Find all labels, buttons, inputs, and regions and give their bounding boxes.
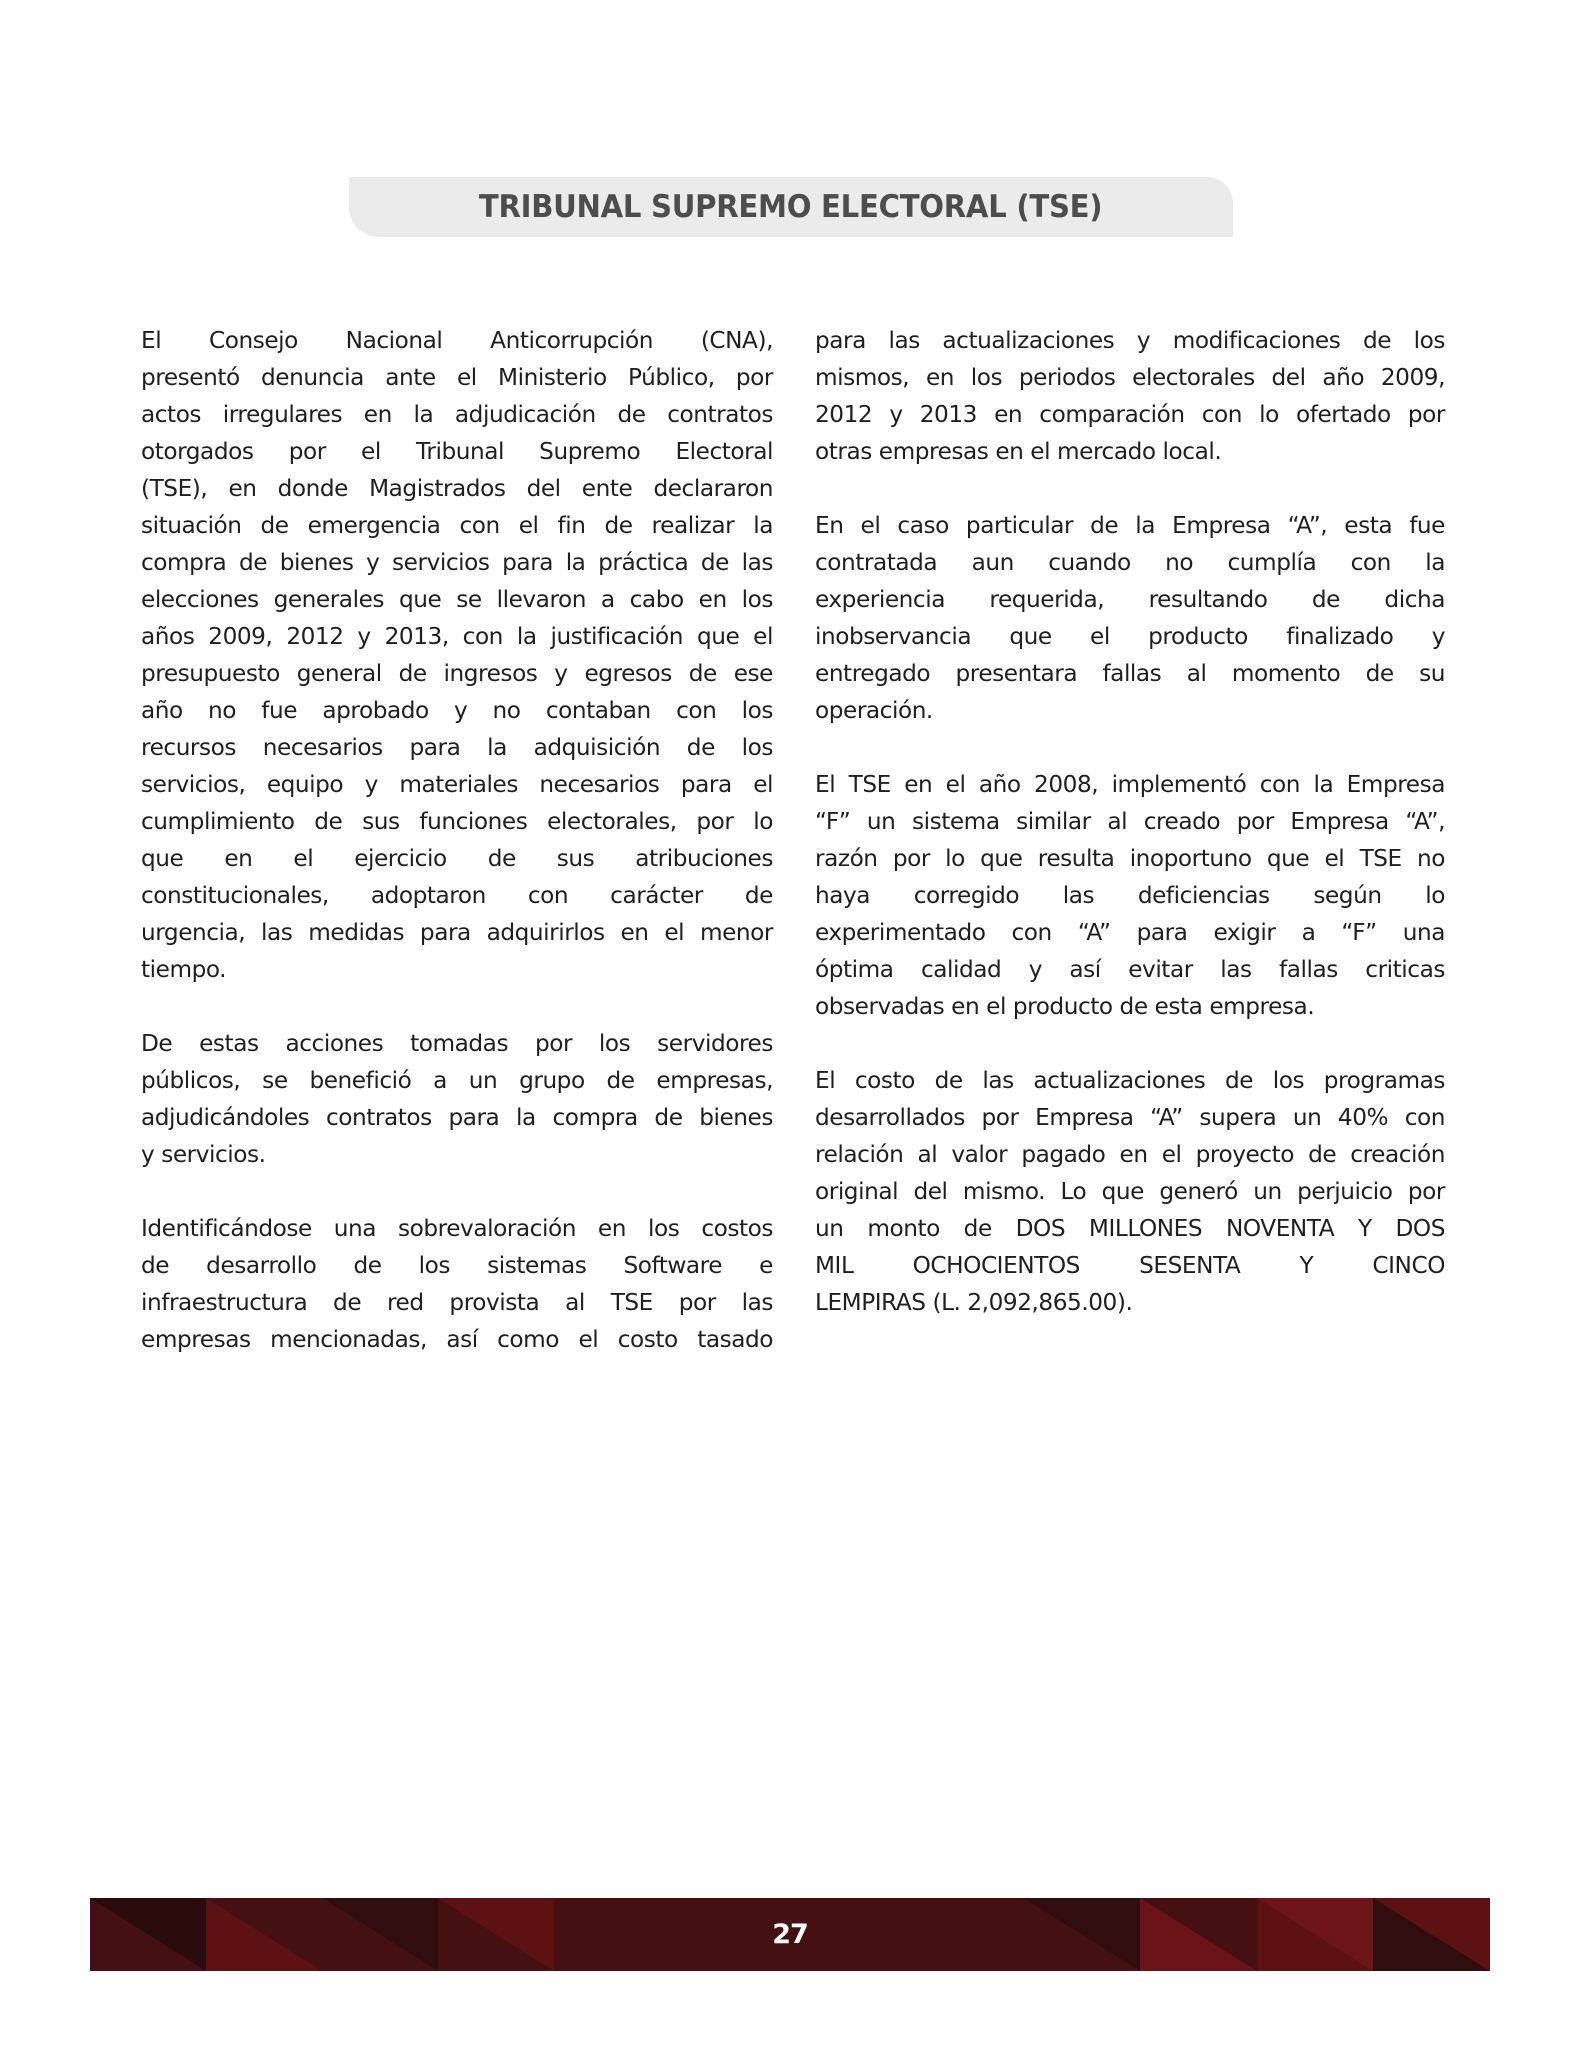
text-line: recursos necesarios para la adquisición de los <box>141 734 773 761</box>
footer-bar <box>90 1898 1490 1971</box>
text-line: inobservancia que el producto finalizado y <box>815 623 1445 650</box>
text-line: MIL OCHOCIENTOS SESENTA Y CINCO <box>815 1252 1445 1279</box>
section-header-banner <box>349 177 1233 237</box>
text-line: observadas en el producto de esta empresa. <box>815 993 1315 1020</box>
text-line: LEMPIRAS (L. 2,092,865.00). <box>815 1289 1133 1316</box>
text-line: que en el ejercicio de sus atribuciones <box>141 845 773 872</box>
paragraph-cna-denuncia <box>141 322 773 988</box>
text-line: (TSE), en donde Magistrados del ente declararon <box>141 475 773 502</box>
text-line: relación al valor pagado en el proyecto de creación <box>815 1141 1445 1168</box>
text-line: óptima calidad y así evitar las fallas criticas <box>815 956 1445 983</box>
paragraph-beneficio-empresas <box>141 1025 773 1173</box>
text-line: operación. <box>815 697 933 724</box>
text-line: presupuesto general de ingresos y egresos de ese <box>141 660 773 687</box>
left-text-column <box>141 322 773 1395</box>
text-line: años 2009, 2012 y 2013, con la justificación que el <box>141 623 773 650</box>
paragraph-actualizaciones <box>815 322 1445 470</box>
text-line: cumplimiento de sus funciones electorales, por lo <box>141 808 773 835</box>
text-line: presentó denuncia ante el Ministerio Público, por <box>141 364 773 391</box>
text-line: mismos, en los periodos electorales del año 2009, <box>815 364 1445 391</box>
text-line: y servicios. <box>141 1141 266 1168</box>
text-line: tiempo. <box>141 956 227 983</box>
right-text-column <box>815 322 1445 1358</box>
text-line: 2012 y 2013 en comparación con lo ofertado por <box>815 401 1445 428</box>
text-line: En el caso particular de la Empresa “A”, esta fue <box>815 512 1445 539</box>
text-line: un monto de DOS MILLONES NOVENTA Y DOS <box>815 1215 1445 1242</box>
text-line: desarrollados por Empresa “A” supera un 40% con <box>815 1104 1445 1131</box>
text-line: públicos, se benefició a un grupo de empresas, <box>141 1067 773 1094</box>
text-line: original del mismo. Lo que generó un perjuicio por <box>815 1178 1445 1205</box>
text-line: actos irregulares en la adjudicación de contratos <box>141 401 773 428</box>
text-line: situación de emergencia con el fin de realizar la <box>141 512 773 539</box>
text-line: para las actualizaciones y modificaciones de los <box>815 327 1445 354</box>
text-line: haya corregido las deficiencias según lo <box>815 882 1445 909</box>
text-line: entregado presentara fallas al momento de su <box>815 660 1445 687</box>
paragraph-perjuicio-monto <box>815 1062 1445 1321</box>
text-line: empresas mencionadas, así como el costo tasado <box>141 1326 773 1353</box>
text-line: de desarrollo de los sistemas Software e <box>141 1252 773 1279</box>
page-number: 27 <box>772 1919 808 1950</box>
text-line: El costo de las actualizaciones de los programas <box>815 1067 1445 1094</box>
text-line: elecciones generales que se llevaron a cabo en los <box>141 586 773 613</box>
text-line: El Consejo Nacional Anticorrupción (CNA), <box>141 327 773 354</box>
paragraph-empresa-f <box>815 766 1445 1025</box>
text-line: contratada aun cuando no cumplía con la <box>815 549 1445 576</box>
text-line: El TSE en el año 2008, implementó con la Empresa <box>815 771 1445 798</box>
text-line: experimentado con “A” para exigir a “F” una <box>815 919 1445 946</box>
text-line: razón por lo que resulta inoportuno que el TSE no <box>815 845 1445 872</box>
text-line: compra de bienes y servicios para la práctica de las <box>141 549 773 576</box>
text-line: urgencia, las medidas para adquirirlos en el menor <box>141 919 773 946</box>
text-line: otras empresas en el mercado local. <box>815 438 1222 465</box>
text-line: servicios, equipo y materiales necesarios para el <box>141 771 773 798</box>
text-line: infraestructura de red provista al TSE por las <box>141 1289 773 1316</box>
text-line: otorgados por el Tribunal Supremo Electoral <box>141 438 773 465</box>
paragraph-sobrevaloracion <box>141 1210 773 1358</box>
text-line: “F” un sistema similar al creado por Empresa “A”, <box>815 808 1445 835</box>
section-title: TRIBUNAL SUPREMO ELECTORAL (TSE) <box>479 189 1103 225</box>
text-line: Identificándose una sobrevaloración en los costos <box>141 1215 773 1242</box>
text-line: De estas acciones tomadas por los servidores <box>141 1030 773 1057</box>
text-line: adjudicándoles contratos para la compra de bienes <box>141 1104 773 1131</box>
text-line: experiencia requerida, resultando de dicha <box>815 586 1445 613</box>
text-line: constitucionales, adoptaron con carácter de <box>141 882 773 909</box>
text-line: año no fue aprobado y no contaban con los <box>141 697 773 724</box>
paragraph-empresa-a <box>815 507 1445 729</box>
